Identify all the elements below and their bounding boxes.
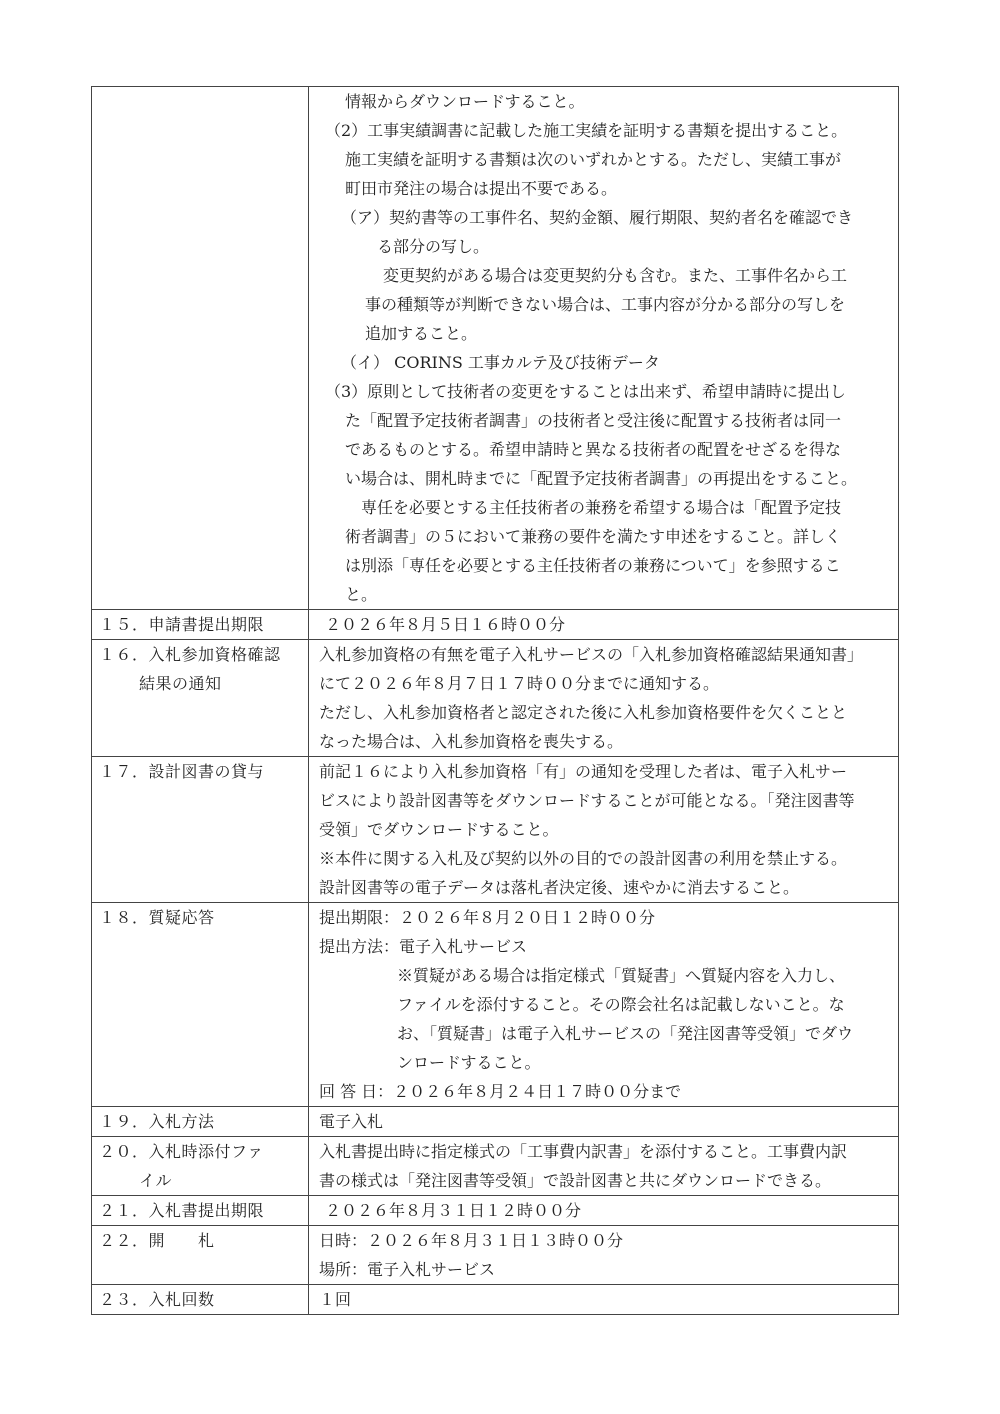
- table-row-19: [92, 1107, 899, 1137]
- text-line: 専任を必要とする主任技術者の兼務を希望する場合は「配置予定技: [361, 498, 842, 517]
- text-line: １回: [319, 1290, 352, 1309]
- row-label: １５．申請書提出期限: [92, 610, 309, 640]
- text-line: 施工実績を証明する書類は次のいずれかとする。ただし、実績工事が: [345, 150, 842, 169]
- text-line: 提出方法：電子入札サービス: [319, 937, 528, 956]
- row-label: ２３．入札回数: [92, 1285, 309, 1315]
- text-line: にて２０２６年８月７日１７時００分までに通知する。: [319, 674, 720, 693]
- table-row-22: [92, 1226, 899, 1285]
- text-line: 入札書提出時に指定様式の「工事費内訳書」を添付すること。工事費内訳: [319, 1142, 848, 1161]
- row-label: ２１．入札書提出期限: [92, 1196, 309, 1226]
- row-value: [309, 87, 899, 610]
- text-line: 事の種類等が判断できない場合は、工事内容が分かる部分の写しを: [365, 295, 846, 314]
- table-row-continued: [92, 87, 899, 610]
- document-page: [91, 86, 899, 1315]
- table-row-18: [92, 903, 899, 1107]
- text-line: と。: [345, 585, 378, 604]
- table-row-21: [92, 1196, 899, 1226]
- table-row-15: [92, 610, 899, 640]
- row-label: １８．質疑応答: [92, 903, 309, 1107]
- text-line: お、「質疑書」は電子入札サービスの「発注図書等受領」でダウ: [397, 1024, 854, 1043]
- text-line: 術者調書」の５において兼務の要件を満たす申述をすること。詳しく: [345, 527, 842, 546]
- text-line: （3）原則として技術者の変更をすることは出来ず、希望申請時に提出し: [325, 382, 846, 401]
- row-value: [309, 610, 899, 640]
- row-value: [309, 1196, 899, 1226]
- table-row-16: [92, 640, 899, 757]
- text-line: 電子入札: [319, 1112, 384, 1131]
- text-line: ビスにより設計図書等をダウンロードすることが可能となる。「発注図書等: [319, 791, 855, 810]
- table-row-17: [92, 757, 899, 903]
- row-label-empty: [92, 87, 309, 610]
- text-line: ただし、入札参加資格者と認定された後に入札参加資格要件を欠くことと: [319, 703, 848, 722]
- text-line: ※質疑がある場合は指定様式「質疑書」へ質疑内容を入力し、: [397, 966, 846, 985]
- text-line: （ア）契約書等の工事件名、契約金額、履行期限、契約者名を確認でき: [341, 208, 854, 227]
- row-value: [309, 1226, 899, 1285]
- row-value: [309, 1137, 899, 1196]
- text-line: 前記１６により入札参加資格「有」の通知を受理した者は、電子入札サー: [319, 762, 848, 781]
- text-line: 書の様式は「発注図書等受領」で設計図書と共にダウンロードできる。: [319, 1171, 832, 1190]
- text-line: 提出期限：２０２６年８月２０日１２時００分: [319, 908, 656, 927]
- text-line: （2）工事実績調書に記載した施工実績を証明する書類を提出すること。: [325, 121, 848, 140]
- text-line: は別添「専任を必要とする主任技術者の兼務について」を参照するこ: [345, 556, 841, 575]
- text-line: ※本件に関する入札及び契約以外の目的での設計図書の利用を禁止する。: [319, 849, 848, 868]
- text-line: ファイルを添付すること。その際会社名は記載しないこと。な: [397, 995, 845, 1014]
- text-line: る部分の写し。: [377, 237, 490, 256]
- text-line: ２０２６年８月５日１６時００分: [325, 615, 566, 634]
- row-value: [309, 903, 899, 1107]
- table-row-23: [92, 1285, 899, 1315]
- row-label: ２０．入札時添付ファ イル: [92, 1137, 309, 1196]
- text-line: ２０２６年８月３１日１２時００分: [325, 1201, 582, 1220]
- text-line: 設計図書等の電子データは落札者決定後、速やかに消去すること。: [319, 878, 800, 897]
- text-line: 入札参加資格の有無を電子入札サービスの「入札参加資格確認結果通知書」: [319, 645, 864, 664]
- text-line: 追加すること。: [365, 324, 478, 343]
- text-line: 受領」でダウンロードすること。: [319, 820, 559, 839]
- row-label: １７．設計図書の貸与: [92, 757, 309, 903]
- text-line: 変更契約がある場合は変更契約分も含む。また、工事件名から工: [383, 266, 848, 285]
- text-line: 町田市発注の場合は提出不要である。: [345, 179, 618, 198]
- text-line: 場所：電子入札サービス: [319, 1260, 496, 1279]
- row-value: [309, 1107, 899, 1137]
- text-line: 情報からダウンロードすること。: [345, 92, 585, 111]
- bid-conditions-table: [91, 86, 899, 1315]
- row-label: １９．入札方法: [92, 1107, 309, 1137]
- row-value: [309, 640, 899, 757]
- text-line: であるものとする。希望申請時と異なる技術者の配置をせざるを得な: [345, 440, 842, 459]
- text-line: 回 答 日：２０２６年８月２４日１７時００分まで: [319, 1082, 682, 1101]
- row-value: [309, 757, 899, 903]
- table-row-20: [92, 1137, 899, 1196]
- text-line: （イ） CORINS 工事カルテ及び技術データ: [341, 353, 660, 372]
- text-line: なった場合は、入札参加資格を喪失する。: [319, 732, 624, 751]
- row-label: ２２．開 札: [92, 1226, 309, 1285]
- row-value: [309, 1285, 899, 1315]
- text-line: ンロードすること。: [397, 1053, 541, 1072]
- text-line: い場合は、開札時までに「配置予定技術者調書」の再提出をすること。: [345, 469, 858, 488]
- text-line: 日時：２０２６年８月３１日１３時００分: [319, 1231, 624, 1250]
- text-line: た「配置予定技術者調書」の技術者と受注後に配置する技術者は同一: [345, 411, 842, 430]
- row-label: １６．入札参加資格確認 結果の通知: [92, 640, 309, 757]
